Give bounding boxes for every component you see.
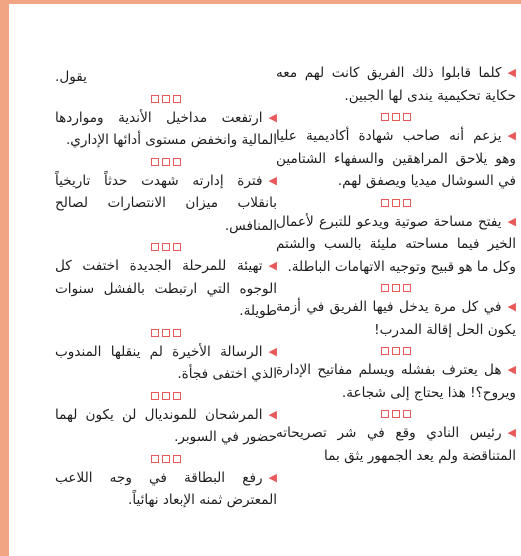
separator-icon: [276, 113, 516, 121]
item-text: الرسالة الأخيرة لم ينقلها المندوب الذي اختفى فجأة.: [55, 343, 277, 382]
bullet-arrow-icon: ◀: [268, 344, 277, 358]
bullet-arrow-icon: ◀: [507, 129, 516, 142]
separator-icon: [55, 95, 277, 103]
separator-icon: [276, 347, 516, 355]
list-item: [55, 404, 277, 449]
bullet-arrow-icon: ◀: [507, 363, 516, 376]
item-text: رفع البطاقة في وجه اللاعب المعترض ثمنه الإبعاد نهائياً.: [55, 469, 277, 508]
item-text: تهيئة للمرحلة الجديدة اختفت كل الوجوه التي ارتبطت بالفشل سنوات طويلة.: [55, 258, 277, 319]
separator-icon: [55, 158, 277, 166]
bullet-arrow-icon: ◀: [268, 470, 277, 484]
right-column: [276, 62, 516, 467]
list-item: [55, 170, 277, 238]
item-text: في كل مرة يدخل فيها الفريق في أزمة يكون الحل إقالة المدرب!: [276, 299, 516, 338]
list-item: [276, 422, 516, 467]
item-text: ارتفعت مداخيل الأندية ومواردها المالية وانخفض مستوى أدائها الإداري.: [55, 109, 277, 148]
separator-icon: [55, 243, 277, 251]
item-text: يفتح مساحة صوتية ويدعو للتبرع لأعمال الخير فيما مساحته مليئة بالسب والشتم وكل ما هو قبيح وتوجيه الاتهامات الباطلة.: [276, 213, 516, 275]
list-item: [276, 211, 516, 279]
list-item: [55, 467, 277, 512]
bullet-arrow-icon: ◀: [507, 426, 516, 439]
bullet-arrow-icon: ◀: [507, 66, 516, 79]
list-item: [276, 125, 516, 193]
list-item: [55, 255, 277, 323]
separator-icon: [55, 455, 277, 463]
bullet-arrow-icon: ◀: [507, 214, 516, 228]
item-text: فترة إدارته شهدت حدثاً تاريخياً بانقلاب ميزان الانتصارات لصالح المنافس.: [55, 172, 277, 234]
separator-icon: [55, 329, 277, 337]
continued-text: يقول.: [55, 69, 87, 85]
list-item: [55, 107, 277, 152]
bullet-arrow-icon: ◀: [268, 110, 277, 124]
list-item: [276, 62, 516, 107]
left-frame-bar: [0, 0, 9, 556]
bullet-arrow-icon: ◀: [268, 173, 277, 187]
separator-icon: [276, 199, 516, 207]
item-text: هل يعترف بفشله ويسلم مفاتيح الإدارة ويروح؟! هذا يحتاج إلى شجاعة.: [276, 362, 516, 401]
list-item: [276, 359, 516, 404]
separator-icon: [55, 392, 277, 400]
item-text: رئيس النادي وقع في شر تصريحاته المتناقضة ولم يعد الجمهور يثق بما: [276, 425, 516, 464]
left-column: [55, 66, 277, 512]
item-text: المرشحان للمونديال لن يكون لهما حضور في السوبر.: [55, 406, 277, 445]
item-text: كلما قابلوا ذلك الفريق كانت لهم معه حكاية تحكيمية يندى لها الجبين.: [276, 65, 516, 104]
separator-icon: [276, 284, 516, 292]
list-item: [276, 296, 516, 341]
item-text: يزعم أنه صاحب شهادة أكاديمية عليا وهو يلاحق المراهقين والسفهاء الشتامين في السوشال ميديا ويصفق لهم.: [276, 128, 516, 189]
list-item: [55, 341, 277, 386]
bullet-arrow-icon: ◀: [507, 300, 516, 313]
separator-icon: [276, 410, 516, 418]
bullet-arrow-icon: ◀: [268, 407, 277, 421]
bullet-arrow-icon: ◀: [268, 259, 277, 272]
